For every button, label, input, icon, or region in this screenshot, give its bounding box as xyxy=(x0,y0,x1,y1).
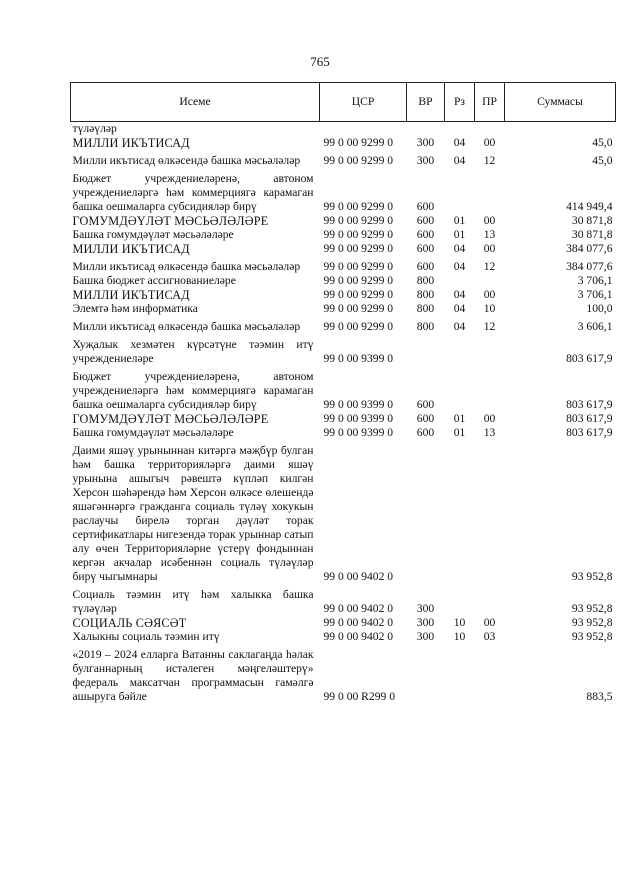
table-row xyxy=(71,256,616,274)
table-row xyxy=(71,302,616,316)
table-row xyxy=(71,242,616,256)
row-sum: 3 706,1 xyxy=(577,274,613,287)
row-pr: 03 xyxy=(483,630,496,643)
row-sum: 45,0 xyxy=(592,136,613,149)
row-sum: 803 617,9 xyxy=(566,412,613,425)
row-csr: 99 0 00 9402 0 xyxy=(323,616,394,629)
row-rz: 04 xyxy=(453,136,466,149)
row-pr: 00 xyxy=(483,214,496,227)
row-vr: 600 xyxy=(416,260,435,273)
table-row xyxy=(71,214,616,228)
row-vr: 600 xyxy=(416,242,435,255)
row-pr xyxy=(475,274,505,288)
row-csr: 99 0 00 R299 0 xyxy=(323,690,395,703)
header-vr: ВР xyxy=(407,83,445,122)
row-sum: 883,5 xyxy=(586,690,613,703)
row-name: Башка гомумдәүләт мәсьәләләре xyxy=(72,228,234,241)
row-rz: 01 xyxy=(453,228,466,241)
row-name: Башка гомумдәүләт мәсьәләләре xyxy=(72,426,234,439)
table-row xyxy=(71,426,616,440)
row-sum: 45,0 xyxy=(592,154,613,167)
row-name: СОЦИАЛЬ СӘЯСӘТ xyxy=(72,616,187,630)
row-vr: 800 xyxy=(416,302,435,315)
row-pr: 12 xyxy=(483,260,496,273)
row-pr xyxy=(475,334,505,366)
row-vr: 600 xyxy=(416,214,435,227)
row-vr xyxy=(407,644,445,704)
row-pr: 00 xyxy=(483,136,496,149)
row-vr: 800 xyxy=(416,274,435,287)
row-csr: 99 0 00 9402 0 xyxy=(323,570,394,583)
row-name: Хуҗалык хезмәтен күрсәтүне тәэмин итү учреждениеләре xyxy=(72,338,314,365)
row-vr: 600 xyxy=(416,412,435,425)
row-name: Башка бюджет ассигнованиеләре xyxy=(72,274,236,287)
row-sum: 803 617,9 xyxy=(566,352,613,365)
row-rz: 01 xyxy=(453,214,466,227)
table-row xyxy=(71,316,616,334)
row-rz xyxy=(445,366,475,412)
row-sum: 30 871,8 xyxy=(571,214,613,227)
table-row xyxy=(71,168,616,214)
row-name: ГОМУМДӘҮЛӘТ МӘСЬӘЛӘЛӘРЕ xyxy=(72,214,269,228)
row-vr: 600 xyxy=(416,228,435,241)
row-rz xyxy=(445,334,475,366)
row-sum: 803 617,9 xyxy=(566,398,613,411)
row-pr: 13 xyxy=(483,228,496,241)
row-sum: 93 952,8 xyxy=(571,630,613,643)
row-sum: 93 952,8 xyxy=(571,602,613,615)
row-csr: 99 0 00 9299 0 xyxy=(323,154,394,167)
header-name: Исеме xyxy=(71,83,320,122)
table-row xyxy=(71,136,616,150)
table-row xyxy=(71,150,616,168)
row-name: түләүләр xyxy=(72,122,117,135)
header-csr: ЦСР xyxy=(320,83,407,122)
row-csr: 99 0 00 9299 0 xyxy=(323,214,394,227)
row-csr: 99 0 00 9299 0 xyxy=(323,302,394,315)
row-rz: 04 xyxy=(453,242,466,255)
row-rz: 01 xyxy=(453,426,466,439)
row-sum: 93 952,8 xyxy=(571,570,613,583)
budget-table xyxy=(70,82,616,704)
row-name: Даими яшәү урыныннан китәргә мәҗбүр булган һәм башка территорияләргә даими яшәү урынына ашыгыч рәвештә күпләп килгән Херсон шәһәрендә һәм Херсон өлкәсе өлешендә яшәгәннәргә гражданга социаль түләү хокукын раслаучы бирелә торган дәүләт торак сертификатлары нигезендә торак урыннар сатып алу өчен Территорияләрне үстерү фондыннан кергән акчалар исәбеннән социаль түләүләр бирү чыгымнары xyxy=(72,444,314,583)
row-rz: 04 xyxy=(453,288,466,301)
row-pr xyxy=(475,644,505,704)
row-sum: 384 077,6 xyxy=(566,242,613,255)
row-name: Милли икътисад өлкәсендә башка мәсьәләләр xyxy=(72,154,301,167)
row-rz: 01 xyxy=(453,412,466,425)
row-rz xyxy=(445,440,475,584)
header-rz: Рз xyxy=(445,83,475,122)
row-pr xyxy=(475,168,505,214)
row-pr xyxy=(475,122,505,137)
row-vr xyxy=(407,334,445,366)
row-sum: 100,0 xyxy=(586,302,613,315)
row-name: МИЛЛИ ИКЪТИСАД xyxy=(72,136,190,150)
row-csr xyxy=(320,122,407,137)
row-sum: 93 952,8 xyxy=(571,616,613,629)
row-csr: 99 0 00 9402 0 xyxy=(323,602,394,615)
row-rz: 04 xyxy=(453,320,466,333)
row-name: МИЛЛИ ИКЪТИСАД xyxy=(72,242,190,256)
row-csr: 99 0 00 9399 0 xyxy=(323,412,394,425)
row-sum: 3 706,1 xyxy=(577,288,613,301)
row-csr: 99 0 00 9299 0 xyxy=(323,320,394,333)
row-sum: 803 617,9 xyxy=(566,426,613,439)
row-vr: 800 xyxy=(416,320,435,333)
row-csr: 99 0 00 9299 0 xyxy=(323,200,394,213)
table-row xyxy=(71,366,616,412)
row-sum xyxy=(505,122,616,137)
row-vr xyxy=(407,122,445,137)
row-rz: 10 xyxy=(453,616,466,629)
row-pr: 10 xyxy=(483,302,496,315)
table-row xyxy=(71,274,616,288)
row-name: Бюджет учреждениеләренә, автоном учреждениеләргә һәм коммерциягә карамаган башка оешмаларга субсидияләр бирү xyxy=(72,370,314,411)
row-vr: 800 xyxy=(416,288,435,301)
row-name: Элемтә һәм информатика xyxy=(72,302,198,315)
row-rz xyxy=(445,168,475,214)
table-row xyxy=(71,630,616,644)
row-csr: 99 0 00 9299 0 xyxy=(323,242,394,255)
row-rz xyxy=(445,122,475,137)
row-name: ГОМУМДӘҮЛӘТ МӘСЬӘЛӘЛӘРЕ xyxy=(72,412,269,426)
row-vr: 600 xyxy=(416,200,435,213)
row-rz: 10 xyxy=(453,630,466,643)
table-header-row xyxy=(71,83,616,122)
row-pr xyxy=(475,440,505,584)
row-name: Бюджет учреждениеләренә, автоном учреждениеләргә һәм коммерциягә карамаган башка оешмаларга субсидияләр бирү xyxy=(72,172,314,213)
row-name: Халыкны социаль тәэмин итү xyxy=(72,630,220,643)
row-csr: 99 0 00 9299 0 xyxy=(323,274,394,287)
row-csr: 99 0 00 9399 0 xyxy=(323,352,394,365)
row-csr: 99 0 00 9399 0 xyxy=(323,426,394,439)
row-sum: 3 606,1 xyxy=(577,320,613,333)
row-rz xyxy=(445,644,475,704)
row-name: МИЛЛИ ИКЪТИСАД xyxy=(72,288,190,302)
row-sum: 30 871,8 xyxy=(571,228,613,241)
table-row xyxy=(71,440,616,584)
row-vr: 600 xyxy=(416,398,435,411)
row-vr: 300 xyxy=(416,154,435,167)
row-name: «2019 – 2024 елларга Ватанны саклагаңда һәлак булганнарның истәлеген мәңгеләштерү» федераль максатчан программасын гамәлгә ашыруга бәйле xyxy=(72,648,314,703)
table-row xyxy=(71,644,616,704)
row-pr xyxy=(475,366,505,412)
table-row xyxy=(71,122,616,137)
row-csr: 99 0 00 9399 0 xyxy=(323,398,394,411)
table-row xyxy=(71,412,616,426)
page-number: 765 xyxy=(310,54,330,69)
row-sum: 384 077,6 xyxy=(566,260,613,273)
row-pr: 00 xyxy=(483,616,496,629)
row-rz: 04 xyxy=(453,154,466,167)
row-pr: 13 xyxy=(483,426,496,439)
header-sum: Суммасы xyxy=(505,83,616,122)
row-vr xyxy=(407,440,445,584)
row-rz: 04 xyxy=(453,302,466,315)
row-vr: 300 xyxy=(416,616,435,629)
row-csr: 99 0 00 9402 0 xyxy=(323,630,394,643)
row-rz xyxy=(445,274,475,288)
row-csr: 99 0 00 9299 0 xyxy=(323,260,394,273)
row-csr: 99 0 00 9299 0 xyxy=(323,228,394,241)
row-name: Милли икътисад өлкәсендә башка мәсьәләләр xyxy=(72,320,301,333)
row-csr: 99 0 00 9299 0 xyxy=(323,288,394,301)
row-vr: 300 xyxy=(416,602,435,615)
row-rz xyxy=(445,584,475,616)
row-pr: 00 xyxy=(483,242,496,255)
row-pr: 00 xyxy=(483,412,496,425)
row-sum: 414 949,4 xyxy=(566,200,613,213)
row-rz: 04 xyxy=(453,260,466,273)
table-row xyxy=(71,616,616,630)
row-vr: 600 xyxy=(416,426,435,439)
table-row xyxy=(71,288,616,302)
row-csr: 99 0 00 9299 0 xyxy=(323,136,394,149)
row-vr: 300 xyxy=(416,630,435,643)
row-vr: 300 xyxy=(416,136,435,149)
table-row xyxy=(71,334,616,366)
row-pr: 12 xyxy=(483,154,496,167)
table-row xyxy=(71,228,616,242)
row-pr: 00 xyxy=(483,288,496,301)
header-pr: ПР xyxy=(475,83,505,122)
table-row xyxy=(71,584,616,616)
row-pr: 12 xyxy=(483,320,496,333)
row-name: Социаль тәэмин итү һәм халыкка башка түләүләр xyxy=(72,588,314,615)
row-pr xyxy=(475,584,505,616)
row-name: Милли икътисад өлкәсендә башка мәсьәләләр xyxy=(72,260,301,273)
